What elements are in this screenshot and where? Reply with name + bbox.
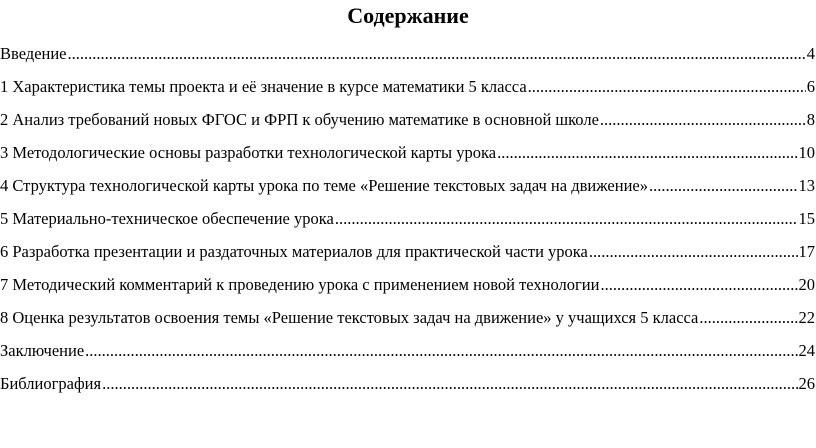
toc-entry-label: Введение: [0, 44, 67, 63]
toc-entry: [0, 110, 815, 130]
dot-leader: [335, 209, 798, 229]
dot-leader: [589, 242, 798, 262]
toc-entry: [0, 275, 815, 295]
dot-leader: [102, 374, 797, 394]
toc-entry: [0, 308, 815, 328]
toc-entry: [0, 341, 815, 361]
toc-entry: [0, 143, 815, 163]
dot-leader: [649, 176, 798, 196]
toc-entry-label: 1 Характеристика темы проекта и её значение в курсе математики 5 класса: [0, 77, 527, 96]
toc-entry-page: 6: [806, 77, 815, 96]
toc-entry-label: Заключение: [0, 341, 85, 360]
toc-title: Содержание: [347, 3, 469, 28]
toc-entry-page: 4: [806, 44, 815, 63]
toc-entry: [0, 176, 815, 196]
toc-entry-label: 5 Материально-техническое обеспечение урока: [0, 209, 334, 228]
toc-entry-page: 17: [798, 242, 815, 261]
dot-leader: [699, 308, 797, 328]
toc-entry: [0, 242, 815, 262]
toc-entry-label: 4 Структура технологической карты урока по теме «Решение текстовых задач на движение»: [0, 176, 648, 195]
dot-leader: [497, 143, 797, 163]
toc-entry-page: 26: [798, 374, 815, 393]
toc-entry-label: 3 Методологические основы разработки технологической карты урока: [0, 143, 497, 162]
toc-entry: [0, 209, 815, 229]
toc-entry-label: 6 Разработка презентации и раздаточных материалов для практической части урока: [0, 242, 588, 261]
toc-entry: [0, 374, 815, 394]
toc-entry-page: 8: [806, 110, 815, 129]
toc-entry-label: 7 Методический комментарий к проведению урока с применением новой технологии: [0, 275, 600, 294]
toc-entry-label: 2 Анализ требований новых ФГОС и ФРП к обучению математике в основной школе: [0, 110, 599, 129]
toc-entry-label: Библиография: [0, 374, 102, 393]
toc-entry-label: 8 Оценка результатов освоения темы «Решение текстовых задач на движение» у учащихся 5 класса: [0, 308, 699, 327]
toc-entry: [0, 44, 815, 64]
dot-leader: [600, 275, 797, 295]
toc-entry-page: 24: [798, 341, 815, 360]
dot-leader: [528, 77, 806, 97]
dot-leader: [85, 341, 797, 361]
dot-leader: [68, 44, 806, 64]
toc-entry: [0, 77, 815, 97]
toc-entry-page: 20: [798, 275, 815, 294]
toc-entry-page: 10: [798, 143, 815, 162]
dot-leader: [600, 110, 806, 130]
toc-entry-page: 13: [798, 176, 815, 195]
toc-entry-page: 15: [798, 209, 815, 228]
toc-entry-page: 22: [798, 308, 815, 327]
